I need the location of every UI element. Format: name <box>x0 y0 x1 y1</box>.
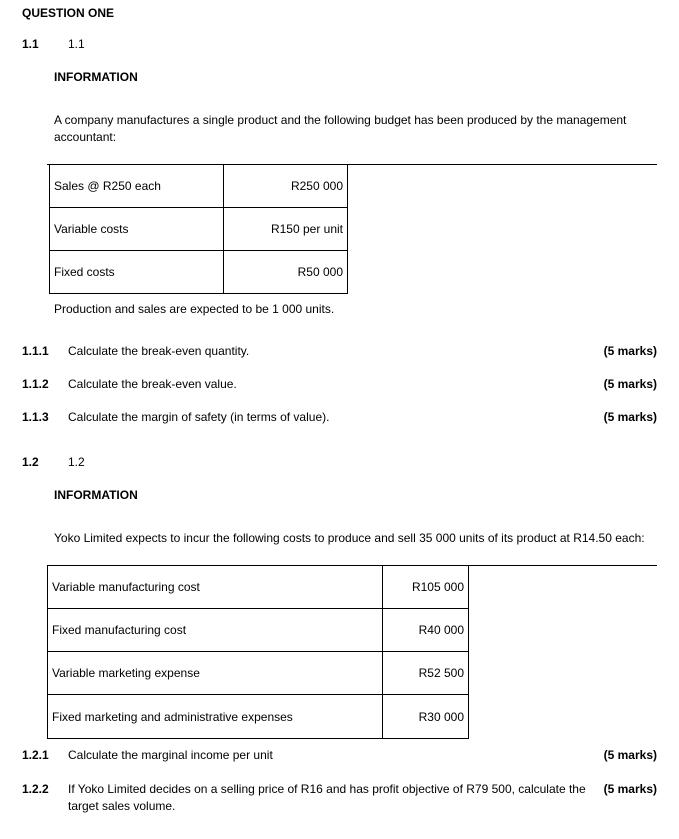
section-subnumber-1-1: 1.1 <box>68 37 85 51</box>
table-cell-label: Variable manufacturing cost <box>48 566 383 609</box>
question-heading: QUESTION ONE <box>22 6 115 20</box>
production-note: Production and sales are expected to be 1 000 units. <box>54 302 335 316</box>
table-row <box>50 165 348 208</box>
section-number-1-2: 1.2 <box>22 455 39 469</box>
table-cell-label: Fixed marketing and administrative expenses <box>48 695 383 739</box>
cost-table <box>47 565 469 739</box>
question-text-line2: target sales volume. <box>68 799 176 813</box>
table-cell-label: Variable marketing expense <box>48 652 383 695</box>
table-cell-label: Variable costs <box>50 208 224 251</box>
question-number: 1.2.2 <box>22 782 49 796</box>
question-text-line1: If Yoko Limited decides on a selling price of R16 and has profit objective of R79 500, calculate the <box>68 782 586 796</box>
table-cell-label: Fixed costs <box>50 251 224 294</box>
table-cell-value: R105 000 <box>383 566 469 609</box>
table-cell-value: R50 000 <box>224 251 348 294</box>
table-cell-label: Fixed manufacturing cost <box>48 609 383 652</box>
marks-label: (5 marks) <box>603 377 657 391</box>
question-number: 1.1.1 <box>22 344 49 358</box>
table-row <box>48 609 469 652</box>
question-text: Calculate the break-even value. <box>68 377 237 391</box>
table-cell-value: R40 000 <box>383 609 469 652</box>
intro-text-1-1-line1: A company manufactures a single product and the following budget has been produced by the management <box>54 113 627 127</box>
marks-label: (5 marks) <box>603 344 657 358</box>
intro-text-1-1-line2: accountant: <box>54 130 117 144</box>
marks-label: (5 marks) <box>603 748 657 762</box>
section-number-1-1: 1.1 <box>22 37 39 51</box>
marks-label: (5 marks) <box>603 410 657 424</box>
intro-text-1-2: Yoko Limited expects to incur the following costs to produce and sell 35 000 units of its product at R14.50 each: <box>54 531 645 545</box>
table-cell-value: R250 000 <box>224 165 348 208</box>
table-cell-value: R52 500 <box>383 652 469 695</box>
table-cell-value: R30 000 <box>383 695 469 739</box>
question-number: 1.2.1 <box>22 748 49 762</box>
question-text: Calculate the marginal income per unit <box>68 748 273 762</box>
section-subnumber-1-2: 1.2 <box>68 455 85 469</box>
table-row <box>50 208 348 251</box>
table-row <box>50 251 348 294</box>
budget-table <box>49 164 348 294</box>
question-number: 1.1.3 <box>22 410 49 424</box>
question-text: Calculate the break-even quantity. <box>68 344 250 358</box>
table-row <box>48 566 469 609</box>
table-row <box>48 652 469 695</box>
information-heading-1-2: INFORMATION <box>54 488 138 502</box>
marks-label: (5 marks) <box>603 782 657 796</box>
table-row <box>48 695 469 739</box>
question-text: Calculate the margin of safety (in terms of value). <box>68 410 330 424</box>
table-cell-value: R150 per unit <box>224 208 348 251</box>
question-number: 1.1.2 <box>22 377 49 391</box>
table-cell-label: Sales @ R250 each <box>50 165 224 208</box>
information-heading-1-1: INFORMATION <box>54 70 138 84</box>
